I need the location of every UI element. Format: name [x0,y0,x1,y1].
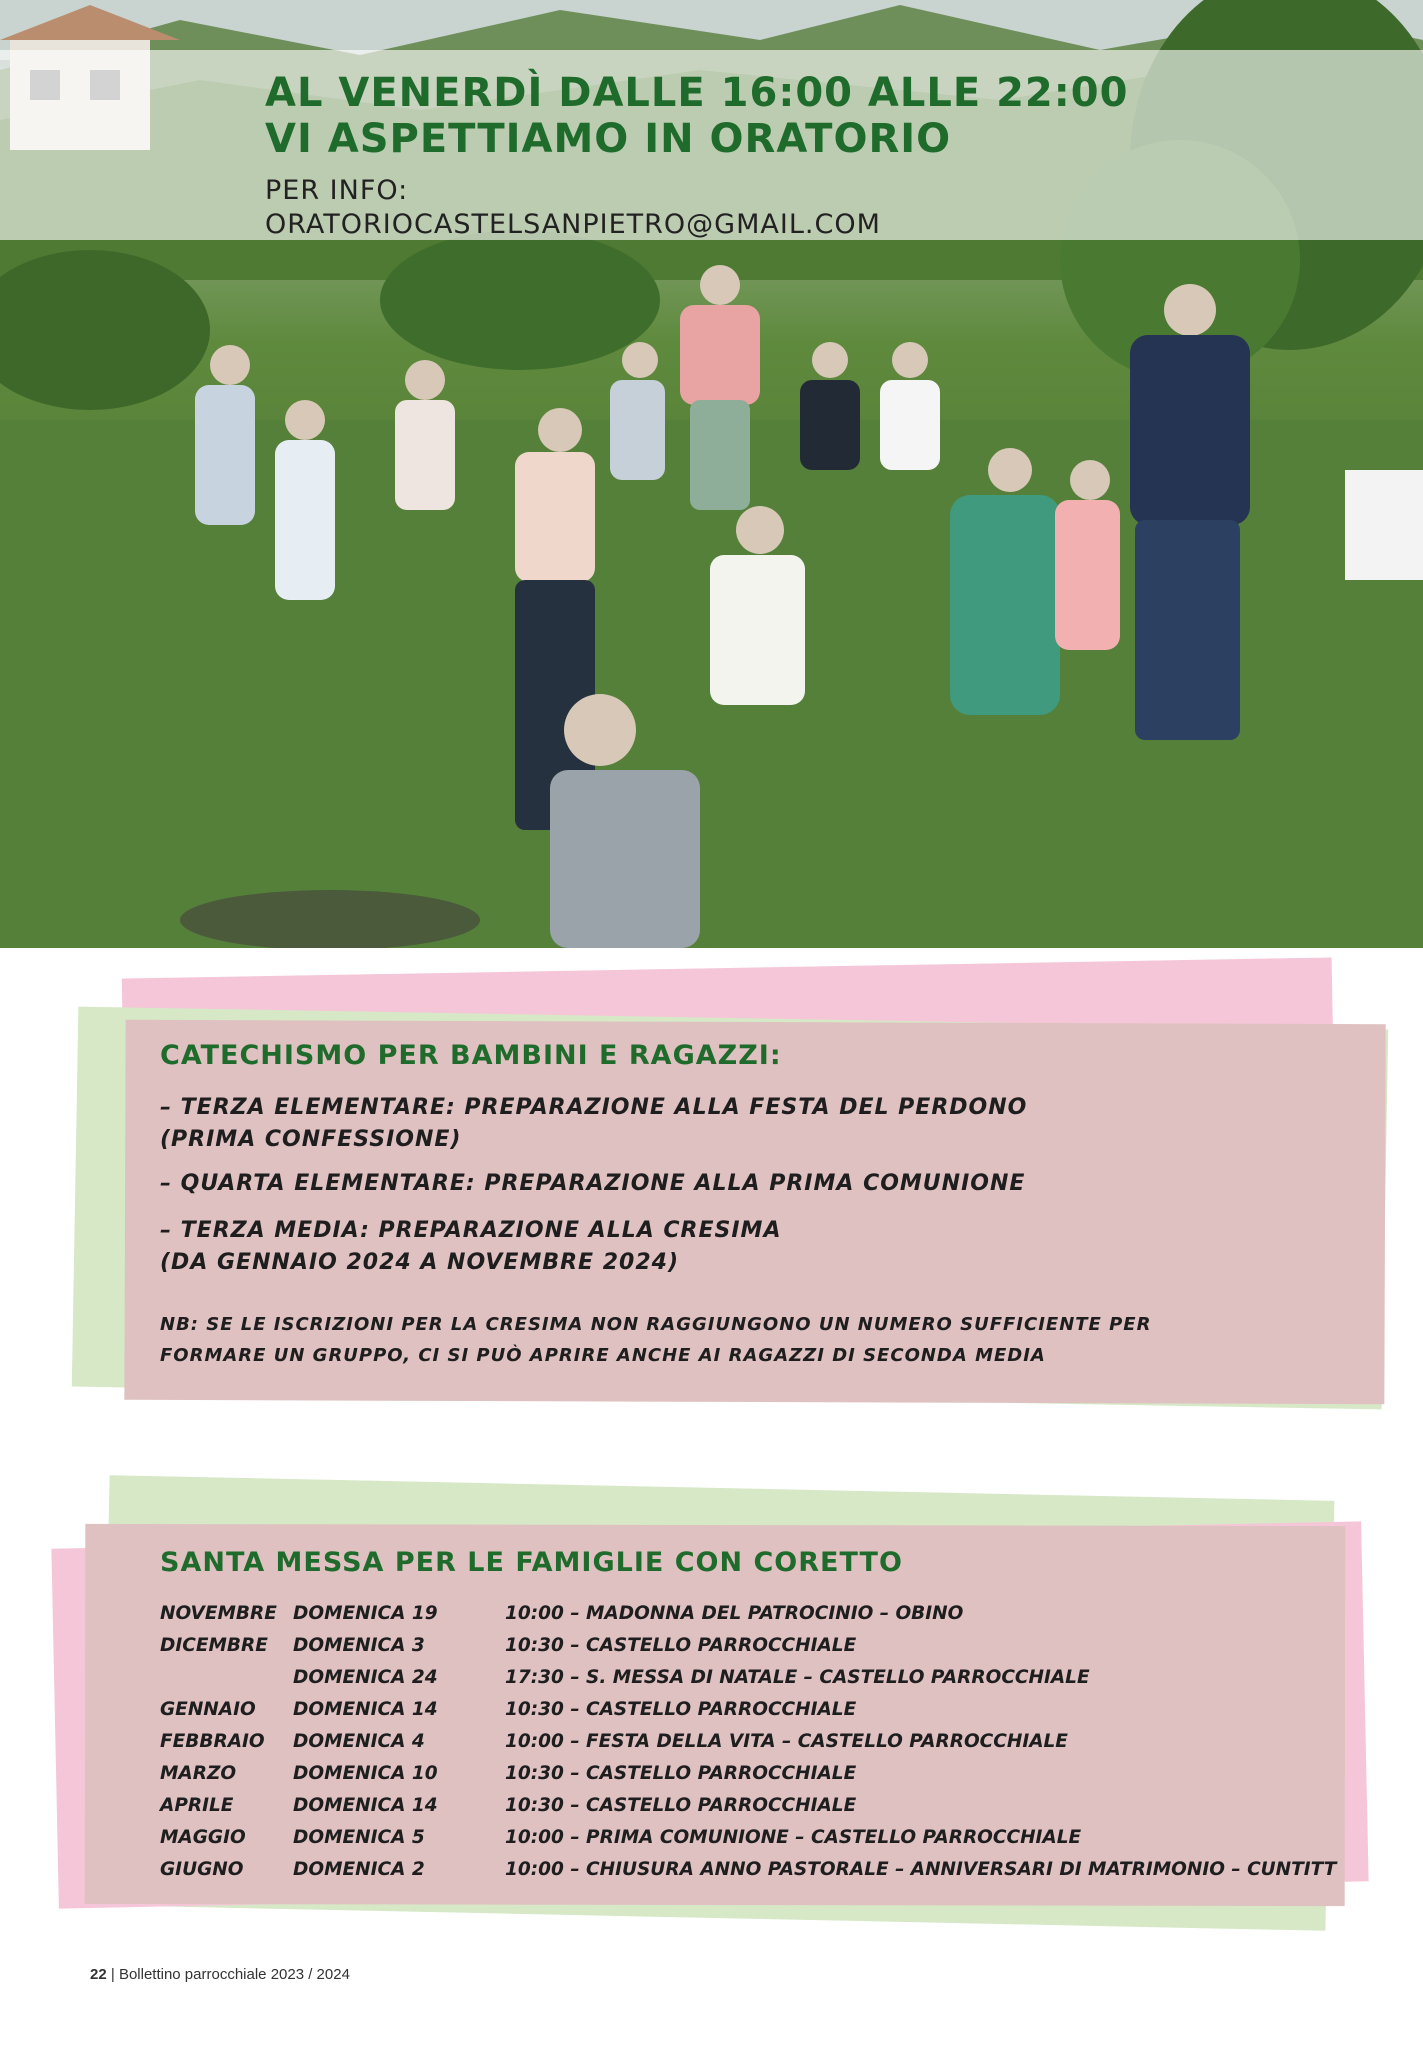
publication-title: Bollettino parrocchiale 2023 / 2024 [118,1966,350,1983]
schedule-day: DOMENICA 5 [293,1827,425,1848]
catechism-note [160,1309,1151,1371]
banner-invite-line: VI ASPETTIAMO IN ORATORIO [265,116,952,162]
schedule-day: DOMENICA 2 [293,1859,425,1880]
schedule-day: DOMENICA 19 [293,1603,438,1624]
catechism-item-3-line1: – TERZA MEDIA: PREPARAZIONE ALLA CRESIMA [160,1218,782,1243]
catechism-item-2 [160,1168,1025,1200]
catechism-item-1-line2: (PRIMA CONFESSIONE) [160,1127,462,1152]
schedule-month: FEBBRAIO [160,1731,265,1752]
catechism-item-3 [160,1215,781,1279]
catechism-note-line1: NB: SE LE ISCRIZIONI PER LA CRESIMA NON RAGGIUNGONO UN NUMERO SUFFICIENTE PER [160,1314,1152,1335]
schedule-day: DOMENICA 14 [293,1699,438,1720]
catechism-item-2-line1: – QUARTA ELEMENTARE: PREPARAZIONE ALLA PRIMA COMUNIONE [160,1171,1026,1196]
schedule-detail: 10:30 – CASTELLO PARROCCHIALE [505,1699,857,1720]
schedule-month: NOVEMBRE [160,1603,277,1624]
catechism-item-3-line2: (DA GENNAIO 2024 A NOVEMBRE 2024) [160,1250,680,1275]
schedule-day: DOMENICA 24 [293,1667,438,1688]
schedule-detail: 10:00 – CHIUSURA ANNO PASTORALE – ANNIVERSARI DI MATRIMONIO – CUNTITT [505,1859,1337,1880]
schedule-day: DOMENICA 4 [293,1731,425,1752]
catechism-note-line2: FORMARE UN GRUPPO, CI SI PUÒ APRIRE ANCHE AI RAGAZZI DI SECONDA MEDIA [160,1345,1046,1366]
schedule-month: GIUGNO [160,1859,244,1880]
schedule-day: DOMENICA 3 [293,1635,425,1656]
banner-text [265,70,1128,242]
footer-divider: | [110,1966,119,1983]
schedule-detail: 10:30 – CASTELLO PARROCCHIALE [505,1763,857,1784]
schedule-month: GENNAIO [160,1699,256,1720]
banner-schedule-line: AL VENERDÌ DALLE 16:00 ALLE 22:00 [265,70,1129,116]
schedule-month: APRILE [160,1795,234,1816]
catechism-item-1 [160,1092,1027,1156]
page-footer [90,1966,350,1983]
page-number: 22 [90,1966,107,1983]
schedule-day: DOMENICA 10 [293,1763,438,1784]
schedule-month: DICEMBRE [160,1635,268,1656]
schedule-month: MAGGIO [160,1827,246,1848]
banner-info-label: PER INFO: [265,175,409,206]
catechism-item-1-line1: – TERZA ELEMENTARE: PREPARAZIONE ALLA FESTA DEL PERDONO [160,1095,1028,1120]
schedule-detail: 10:00 – FESTA DELLA VITA – CASTELLO PARROCCHIALE [505,1731,1068,1752]
schedule-detail: 10:00 – MADONNA DEL PATROCINIO – OBINO [505,1603,964,1624]
oratory-photo [0,0,1423,948]
schedule-detail: 10:30 – CASTELLO PARROCCHIALE [505,1635,857,1656]
schedule-detail: 17:30 – S. MESSA DI NATALE – CASTELLO PARROCCHIALE [505,1667,1090,1688]
schedule-detail: 10:00 – PRIMA COMUNIONE – CASTELLO PARROCCHIALE [505,1827,1082,1848]
catechism-title: CATECHISMO PER BAMBINI E RAGAZZI: [160,1040,782,1071]
schedule-month: MARZO [160,1763,237,1784]
schedule-day: DOMENICA 14 [293,1795,438,1816]
mass-title: SANTA MESSA PER LE FAMIGLIE CON CORETTO [160,1547,903,1578]
schedule-detail: 10:30 – CASTELLO PARROCCHIALE [505,1795,857,1816]
banner-email[interactable]: ORATORIOCASTELSANPIETRO@GMAIL.COM [265,209,881,240]
